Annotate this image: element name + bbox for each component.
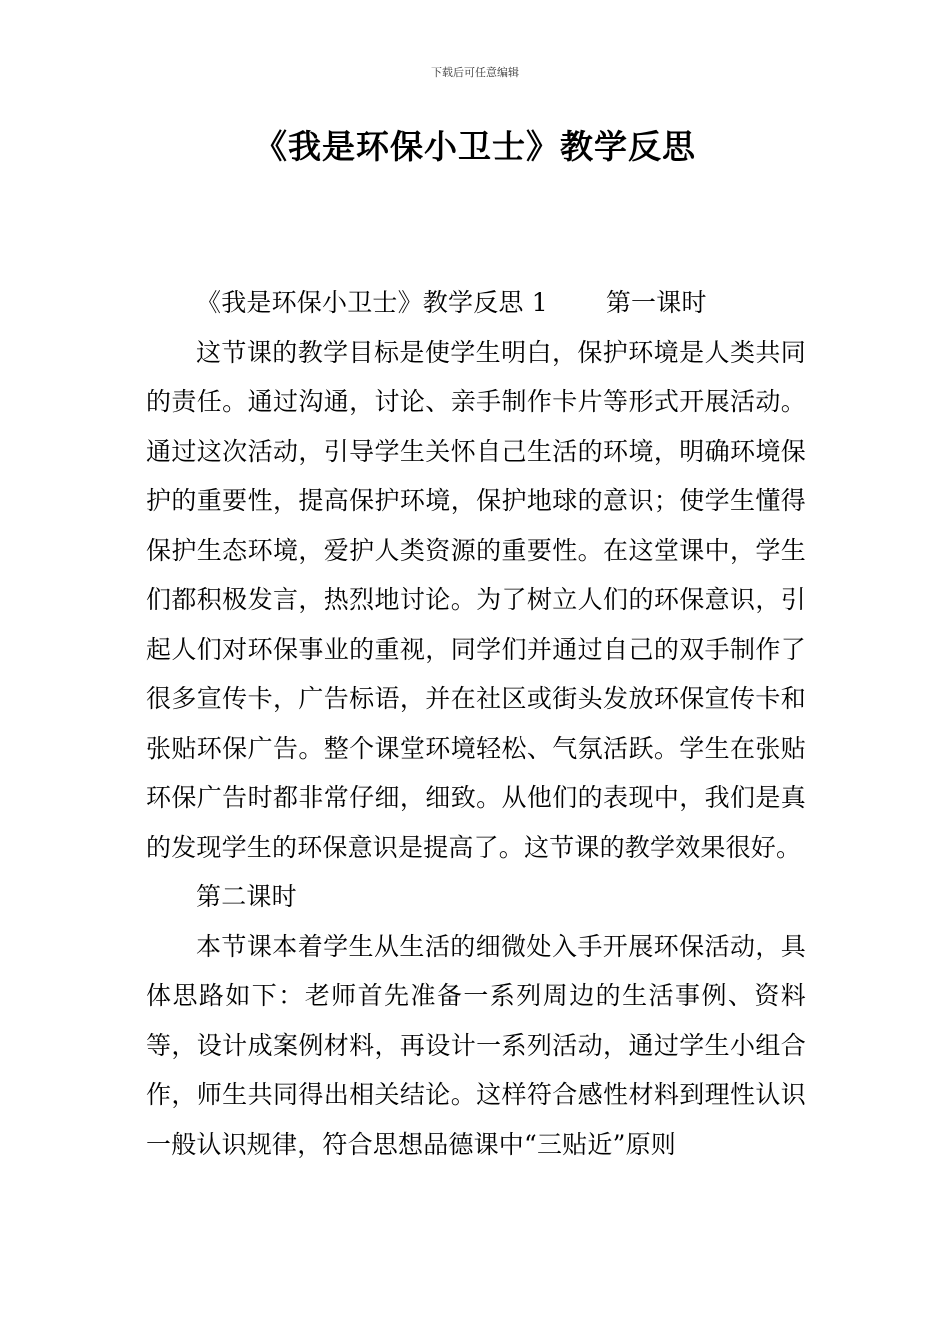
section-heading: 《我是环保小卫士》教学反思 1 bbox=[196, 288, 548, 317]
paragraph-lesson1: 这节课的教学目标是使学生明白，保护环境是人类共同的责任。通过沟通，讨论、亲手制作卡片等形式开展活动。通过这次活动，引导学生关怀自己生活的环境，明确环境保护的重要性，提高保护环境，保护地球的意识；使学生懂得保护生态环境，爱护人类资源的重要性。在这堂课中，学生们都积极发言，热烈地讨论。为了树立人们的环保意识，引起人们对环保事业的重视，同学们并通过自己的双手制作了很多宣传卡，广告标语，并在社区或街头发放环保宣传卡和张贴环保广告。整个课堂环境轻松、气氛活跃。学生在张贴环保广告时都非常仔细，细致。从他们的表现中，我们是真的发现学生的环保意识是提高了。这节课的教学效果很好。 bbox=[146, 337, 806, 862]
page-header-note: 下载后可任意编辑 bbox=[431, 66, 519, 79]
document-body bbox=[146, 278, 806, 1169]
paragraph-lesson2: 本节课本着学生从生活的细微处入手开展环保活动，具体思路如下：老师首先准备一系列周边的生活事例、资料等，设计成案例材料，再设计一系列活动，通过学生小组合作，师生共同得出相关结论。这样符合感性材料到理性认识一般认识规律，符合思想品德课中“三贴近”原则 bbox=[146, 931, 806, 1159]
lesson1-label: 第一课时 bbox=[605, 288, 707, 317]
document-title: 《我是环保小卫士》教学反思 bbox=[254, 127, 696, 166]
lesson2-label: 第二课时 bbox=[196, 882, 297, 911]
section-heading-line bbox=[146, 278, 806, 328]
